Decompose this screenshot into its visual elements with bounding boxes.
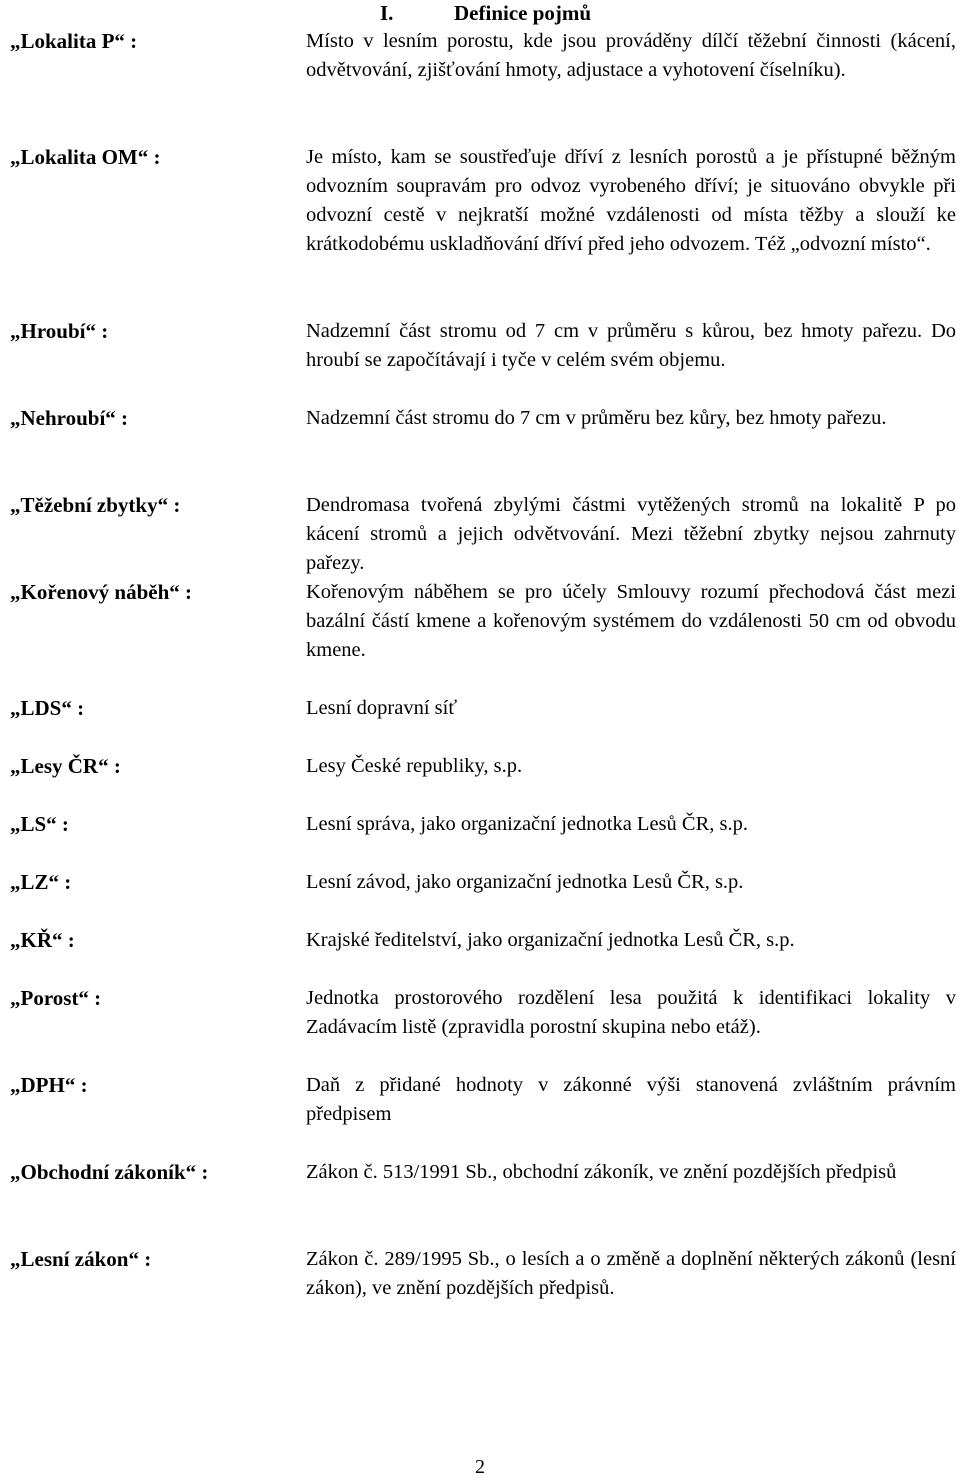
definition-obchodni-zakonik: Zákon č. 513/1991 Sb., obchodní zákoník, ve znění pozdějších předpisů (306, 1161, 897, 1183)
term-kr: „KŘ“ : (10, 928, 75, 952)
section-heading (380, 0, 591, 26)
definition-lds: Lesní dopravní síť (306, 697, 458, 719)
definition-porost: Jednotka prostorového rozdělení lesa použitá k identifikaci lokality v Zadávacím listě (zpravidla porostní skupina nebo etáž). (306, 987, 956, 1038)
definition-nehroubi: Nadzemní část stromu do 7 cm v průměru bez kůry, bez hmoty pařezu. (306, 407, 887, 429)
definition-ls: Lesní správa, jako organizační jednotka Lesů ČR, s.p. (306, 813, 748, 835)
definition-lz: Lesní závod, jako organizační jednotka Lesů ČR, s.p. (306, 871, 744, 893)
section-number: I. (380, 1, 394, 25)
definition-tezebni-zbytky: Dendromasa tvořená zbylými částmi vytěžených stromů na lokalitě P po kácení stromů a jejich odvětvování. Mezi těžební zbytky nejsou zahrnuty pařezy. (306, 494, 956, 574)
definition-lokalita-p: Místo v lesním porostu, kde jsou prováděny dílčí těžební činnosti (kácení, odvětvování, zjišťování hmoty, adjustace a vyhotovení číselníku). (306, 30, 956, 81)
term-lds: „LDS“ : (10, 696, 85, 720)
definition-kr: Krajské ředitelství, jako organizační jednotka Lesů ČR, s.p. (306, 929, 795, 951)
definition-hroubi: Nadzemní část stromu od 7 cm v průměru s kůrou, bez hmoty pařezu. Do hroubí se započítávají i tyče v celém svém objemu. (306, 320, 956, 371)
definition-lokalita-om: Je místo, kam se soustřeďuje dříví z lesních porostů a je přístupné běžným odvozním soupravám pro odvoz vyrobeného dříví; je situováno obvykle při odvozní cestě v nejkratší možné vzdálenosti od místa těžby a slouží ke krátkodobému uskladňování dříví před jeho odvozem. Též „odvozní místo“. (306, 146, 956, 255)
definition-korenovy-nabeh: Kořenovým náběhem se pro účely Smlouvy rozumí přechodová část mezi bazální částí kmene a kořenovým systémem do vzdálenosti 50 cm od obvodu kmene. (306, 581, 956, 661)
definition-dph: Daň z přidané hodnoty v zákonné výši stanovená zvláštním právním předpisem (306, 1074, 956, 1125)
term-nehroubi: „Nehroubí“ : (10, 406, 129, 430)
term-tezebni-zbytky: „Těžební zbytky“ : (10, 493, 181, 517)
section-title: Definice pojmů (454, 1, 592, 25)
term-lesy-cr: „Lesy ČR“ : (10, 754, 121, 778)
term-porost: „Porost“ : (10, 986, 102, 1010)
term-ls: „LS“ : (10, 812, 69, 836)
term-korenovy-nabeh: „Kořenový náběh“ : (10, 580, 193, 604)
term-dph: „DPH“ : (10, 1073, 88, 1097)
term-lokalita-om: „Lokalita OM“ : (10, 145, 161, 169)
definition-lesni-zakon: Zákon č. 289/1995 Sb., o lesích a o změně a doplnění některých zákonů (lesní zákon), ve znění pozdějších předpisů. (306, 1248, 956, 1299)
term-lesni-zakon: „Lesní zákon“ : (10, 1247, 152, 1271)
term-obchodni-zakonik: „Obchodní zákoník“ : (10, 1160, 209, 1184)
page-number: 2 (475, 1456, 485, 1478)
definition-lesy-cr: Lesy České republiky, s.p. (306, 755, 523, 777)
term-lokalita-p: „Lokalita P“ : (10, 29, 138, 53)
term-hroubi: „Hroubí“ : (10, 319, 109, 343)
term-lz: „LZ“ : (10, 870, 72, 894)
